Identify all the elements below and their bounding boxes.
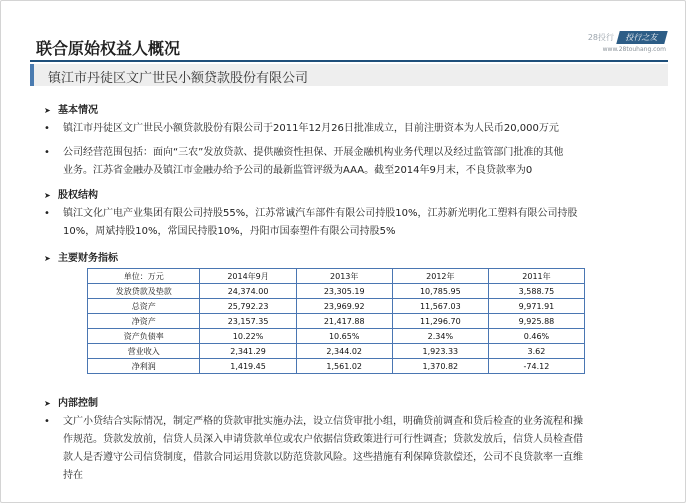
- control-bullet: [44, 413, 664, 485]
- table-cell: 资产负债率: [88, 329, 200, 344]
- logo-badge: 投行之友: [616, 31, 667, 44]
- table-cell: 总资产: [88, 299, 200, 314]
- table-cell: 发放贷款及垫款: [88, 284, 200, 299]
- logo-url: www.28touhang.com: [602, 46, 666, 53]
- table-header-cell: 2012年: [392, 269, 488, 284]
- table-row: [88, 329, 585, 344]
- table-header-cell: 单位：万元: [88, 269, 200, 284]
- company-name: 镇江市丹徒区文广世民小额贷款股份有限公司: [48, 71, 309, 86]
- financial-table: [87, 268, 585, 374]
- table-cell: -74.12: [488, 359, 584, 374]
- table-row: [88, 344, 585, 359]
- equity-bullet: [44, 205, 644, 241]
- section-equity-heading: [44, 186, 98, 201]
- table-header-cell: 2013年: [296, 269, 392, 284]
- table-cell: 11,296.70: [392, 314, 488, 329]
- table-cell: 25,792.23: [200, 299, 296, 314]
- table-cell: 23,157.35: [200, 314, 296, 329]
- table-cell: 24,374.00: [200, 284, 296, 299]
- table-cell: 净利润: [88, 359, 200, 374]
- table-cell: 10.65%: [296, 329, 392, 344]
- brand-logo: [588, 31, 666, 53]
- bullet-icon: •: [44, 123, 50, 134]
- table-cell: 21,417.88: [296, 314, 392, 329]
- table-cell: 2,341.29: [200, 344, 296, 359]
- table-cell: 3,588.75: [488, 284, 584, 299]
- table-cell: 11,567.03: [392, 299, 488, 314]
- table-header-cell: 2011年: [488, 269, 584, 284]
- title-underline: [30, 60, 668, 62]
- section-control-heading: [44, 394, 98, 409]
- bullet-icon: •: [44, 147, 50, 158]
- basic-bullet-1: [44, 120, 644, 138]
- table-cell: 2.34%: [392, 329, 488, 344]
- arrow-icon: ➤: [44, 399, 51, 408]
- section-control-label: 内部控制: [58, 398, 98, 409]
- table-row: [88, 314, 585, 329]
- table-cell: 2,344.02: [296, 344, 392, 359]
- table-cell: 23,969.92: [296, 299, 392, 314]
- basic-bullet-2-line-2: 业务。江苏省金融办及镇江市金融办给予公司的最新监管评级为AAA。截至2014年9月末，不良贷款率为0: [63, 165, 533, 176]
- arrow-icon: ➤: [44, 254, 51, 263]
- table-cell: 营业收入: [88, 344, 200, 359]
- table-row: [88, 359, 585, 374]
- basic-bullet-2-line-1: 公司经营范围包括：面向“三农”发放贷款、提供融资性担保、开展金融机构业务代理以及经过监管部门批准的其他: [63, 147, 564, 158]
- logo-top-text: [588, 31, 666, 44]
- basic-bullet-2: [44, 144, 644, 180]
- table-header-row: [88, 269, 585, 284]
- table-cell: 1,419.45: [200, 359, 296, 374]
- page-title: 联合原始权益人概况: [36, 39, 181, 58]
- basic-bullet-1-text: 镇江市丹徒区文广世民小额贷款股份有限公司于2011年12月26日批准成立，目前注册资本为人民币20,000万元: [63, 123, 559, 134]
- control-line-2: 作规范。贷款发放前，信贷人员深入申请贷款单位或农户依据信贷政策进行可行性调查；贷款发放后，信贷人员检查借: [63, 434, 583, 445]
- section-financial-label: 主要财务指标: [58, 253, 118, 264]
- equity-bullet-line-2: 10%，周斌持股10%，常国民持股10%，丹阳市国泰塑件有限公司持股5%: [63, 226, 396, 237]
- arrow-icon: ➤: [44, 191, 51, 200]
- section-financial-heading: [44, 249, 118, 264]
- control-line-3: 款人是否遵守公司信贷制度，借款合同运用贷款以防范贷款风险。这些措施有利保障贷款偿还，公司不良贷款率一直维: [63, 452, 583, 463]
- table-cell: 3.62: [488, 344, 584, 359]
- table-cell: 净资产: [88, 314, 200, 329]
- equity-bullet-line-1: 镇江文化广电产业集团有限公司持股55%，江苏常诚汽车部件有限公司持股10%，江苏新光明化工塑料有限公司持股: [63, 208, 578, 219]
- table-cell: 9,925.88: [488, 314, 584, 329]
- table-cell: 1,923.33: [392, 344, 488, 359]
- table-cell: 9,971.91: [488, 299, 584, 314]
- table-cell: 1,561.02: [296, 359, 392, 374]
- company-banner: [30, 64, 668, 86]
- control-line-4: 持在: [63, 470, 83, 481]
- table-cell: 0.46%: [488, 329, 584, 344]
- control-line-1: 文广小贷结合实际情况，制定严格的贷款审批实施办法，设立信贷审批小组，明确贷前调查和贷后检查的业务流程和操: [63, 416, 583, 427]
- section-basic-label: 基本情况: [58, 105, 98, 116]
- arrow-icon: ➤: [44, 106, 51, 115]
- table-row: [88, 284, 585, 299]
- table-header-cell: 2014年9月: [200, 269, 296, 284]
- logo-name: 28投行: [587, 33, 614, 42]
- bullet-icon: •: [44, 208, 50, 219]
- table-cell: 23,305.19: [296, 284, 392, 299]
- section-equity-label: 股权结构: [58, 190, 98, 201]
- table-cell: 1,370.82: [392, 359, 488, 374]
- table-row: [88, 299, 585, 314]
- table-cell: 10,785.95: [392, 284, 488, 299]
- bullet-icon: •: [44, 416, 50, 427]
- section-basic-heading: [44, 101, 98, 116]
- table-cell: 10.22%: [200, 329, 296, 344]
